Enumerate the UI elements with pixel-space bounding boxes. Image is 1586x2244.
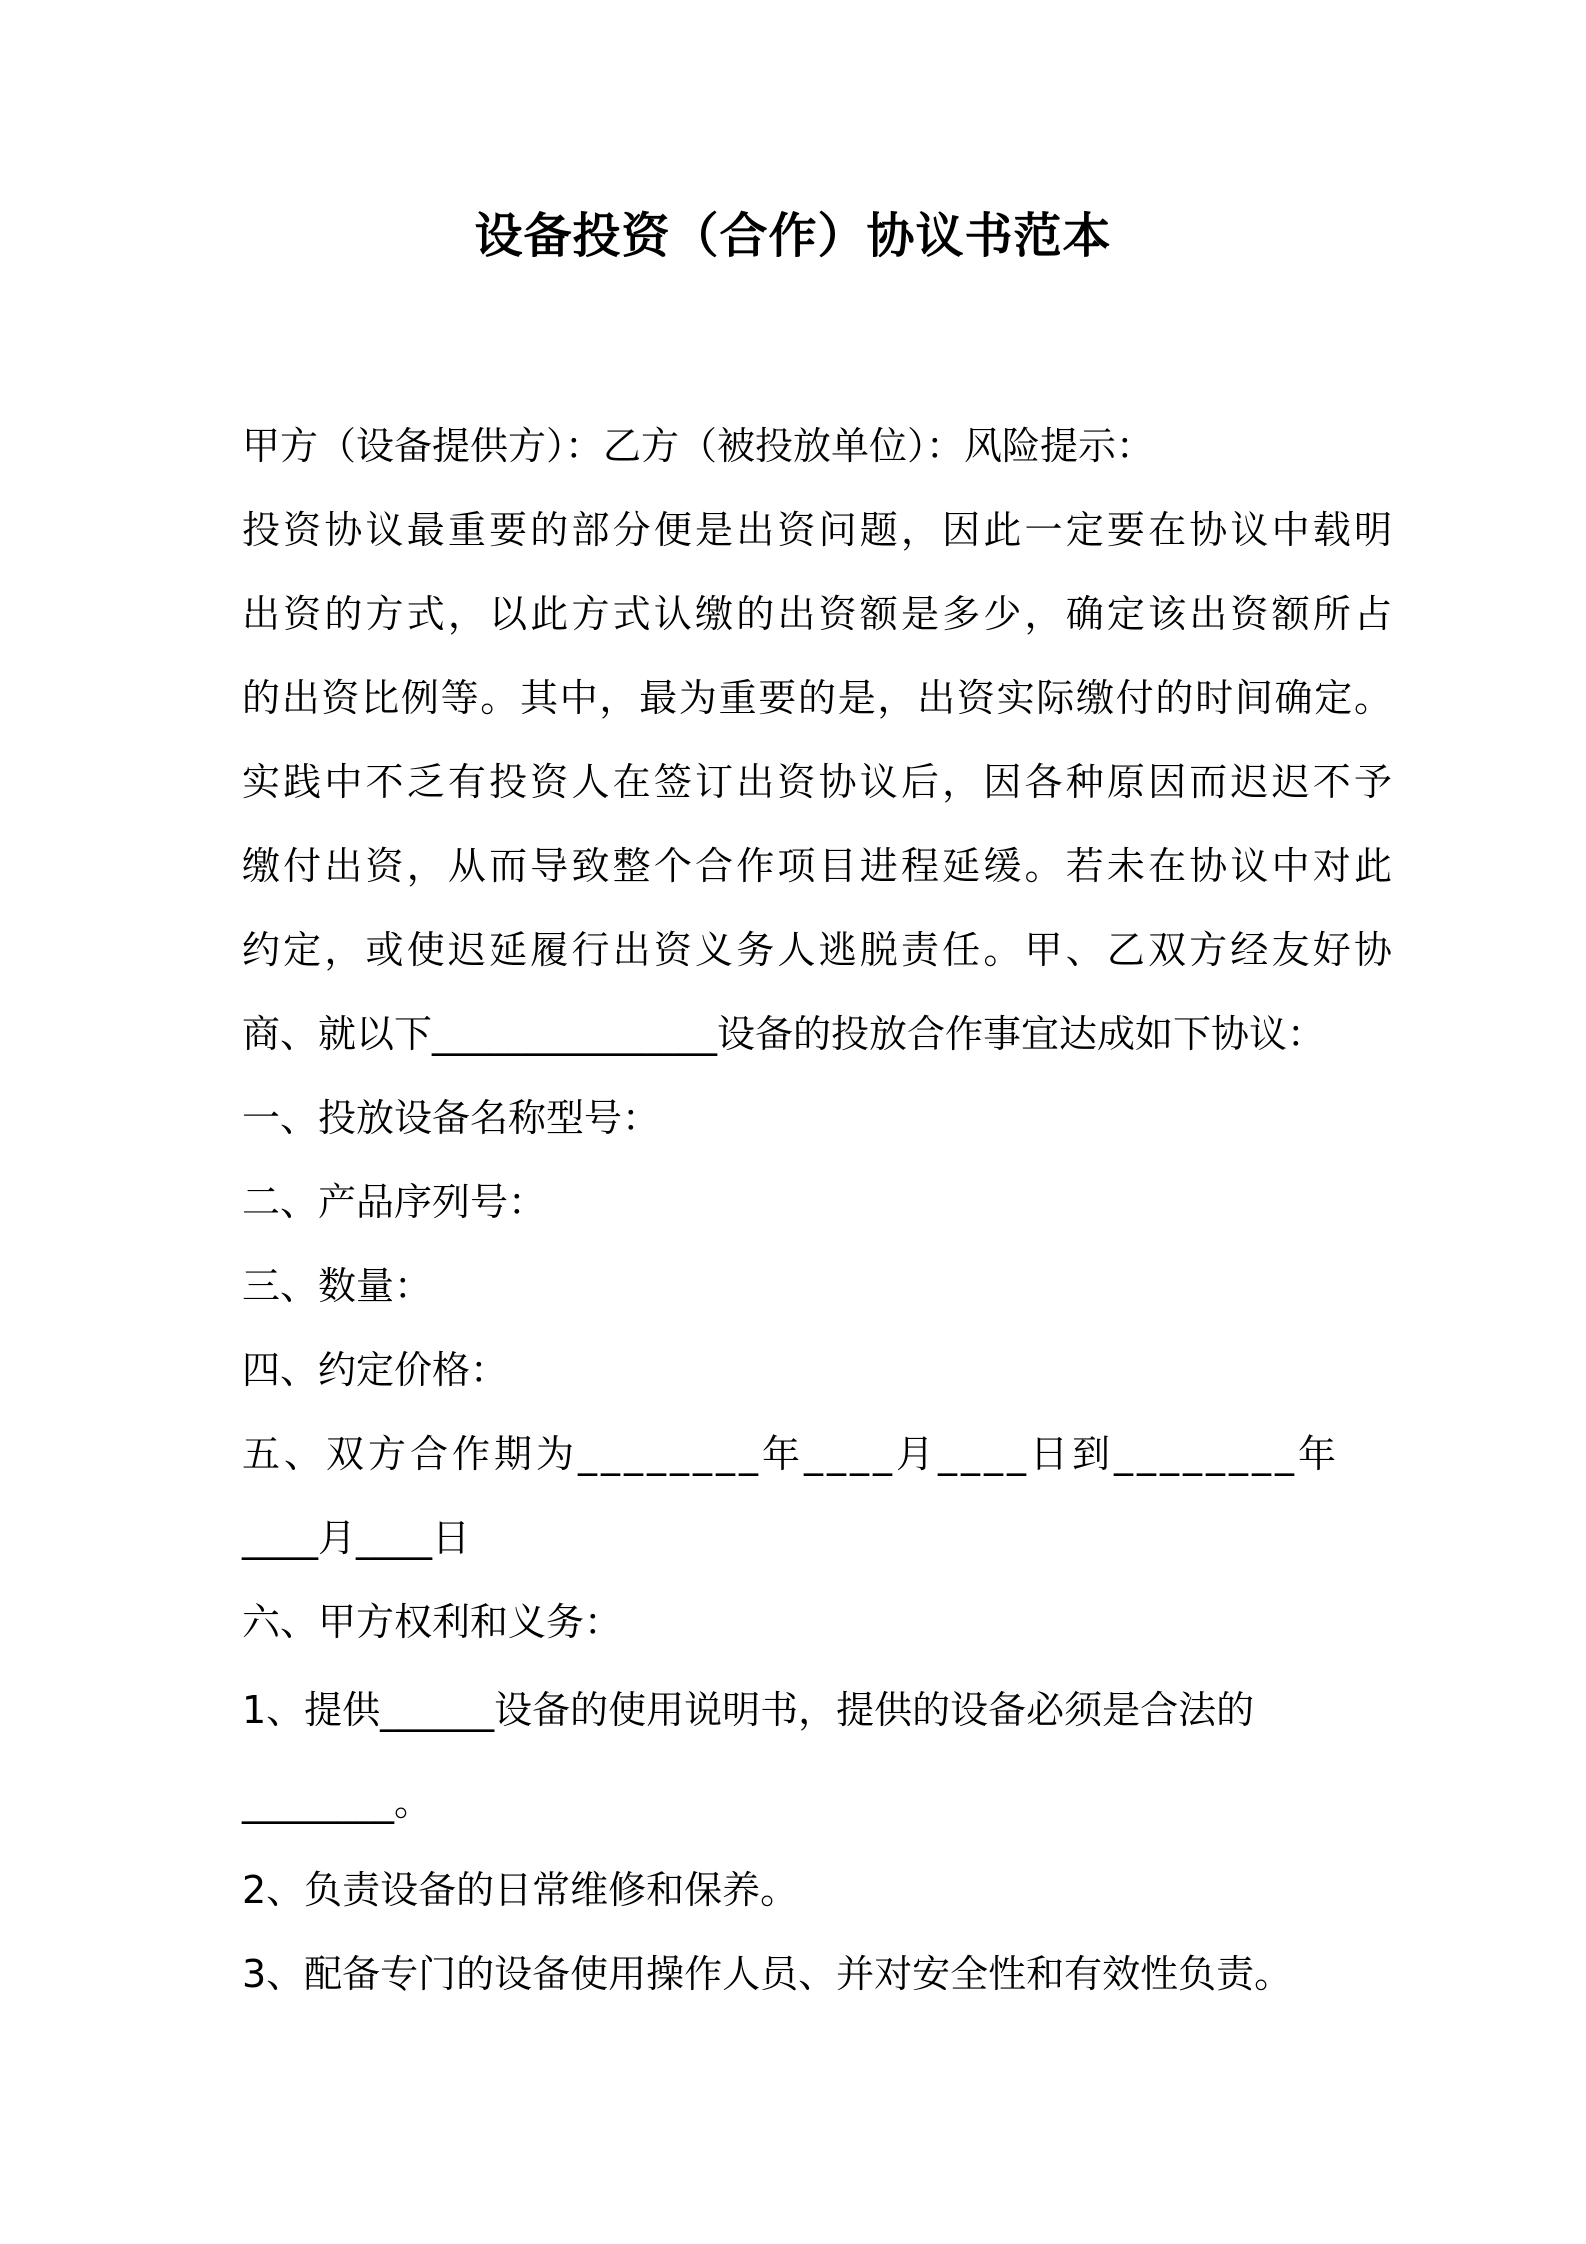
paragraph-line: 约定，或使迟延履行出资义务人逃脱责任。甲、乙双方经友好协 — [242, 928, 1392, 972]
sub-clause-item-continued: ________。 — [242, 1780, 433, 1824]
document-title: 设备投资（合作）协议书范本 — [474, 208, 1112, 264]
paragraph-line: 投资协议最重要的部分便是出资问题，因此一定要在协议中载明 — [242, 508, 1392, 552]
clause-item: 二、产品序列号： — [242, 1180, 547, 1224]
sub-clause-item: 1、提供______设备的使用说明书，提供的设备必须是合法的 — [242, 1688, 1255, 1732]
clause-item: 四、约定价格： — [242, 1348, 509, 1392]
clause-item: 六、甲方权利和义务： — [242, 1600, 623, 1644]
parties-line: 甲方（设备提供方）：乙方（被投放单位）：风险提示： — [242, 424, 1155, 468]
paragraph-line: 的出资比例等。其中，最为重要的是，出资实际缴付的时间确定。 — [242, 676, 1392, 720]
paragraph-line: 出资的方式，以此方式认缴的出资额是多少，确定该出资额所占 — [242, 592, 1392, 636]
paragraph-line: 缴付出资，从而导致整个合作项目进程延缓。若未在协议中对此 — [242, 844, 1392, 888]
clause-item-continued: ____月____日 — [242, 1516, 471, 1560]
clause-item: 三、数量： — [242, 1264, 433, 1308]
sub-clause-item: 3、配备专门的设备使用操作人员、并对安全性和有效性负责。 — [242, 1952, 1293, 1996]
document-body — [242, 404, 1392, 2016]
paragraph-line: 商、就以下_______________设备的投放合作事宜达成如下协议： — [242, 1012, 1326, 1056]
clause-item: 一、投放设备名称型号： — [242, 1096, 661, 1140]
clause-item: 五、双方合作期为________年____月____日到________年 — [242, 1432, 1341, 1476]
sub-clause-item: 2、负责设备的日常维修和保养。 — [242, 1868, 799, 1912]
paragraph-line: 实践中不乏有投资人在签订出资协议后，因各种原因而迟迟不予 — [242, 760, 1392, 804]
